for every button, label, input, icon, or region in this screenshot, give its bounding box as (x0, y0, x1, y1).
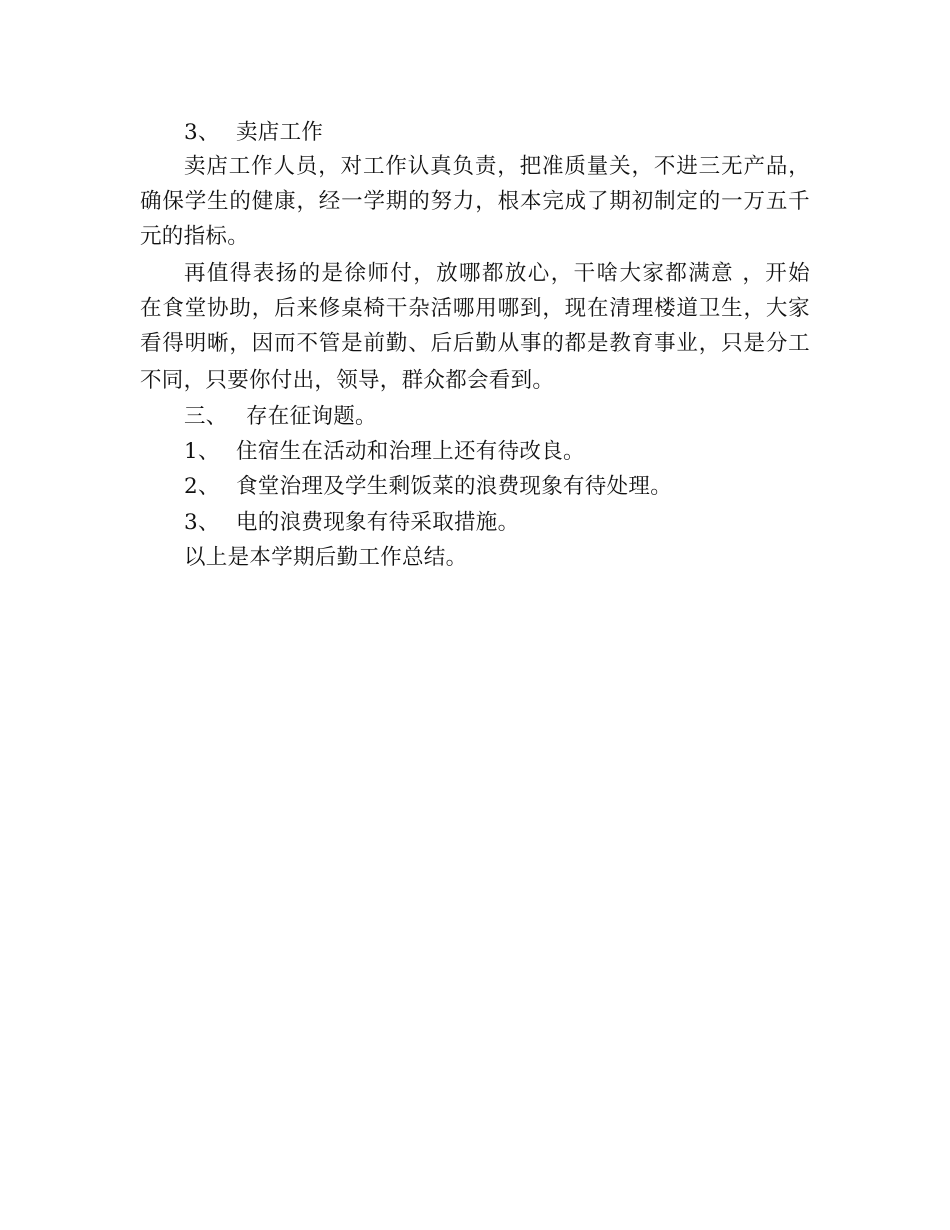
section-heading-issues (184, 400, 810, 434)
paragraph-line: 在食堂协助，后来修桌椅干杂活哪用哪到，现在清理楼道卫生，大家 (140, 296, 810, 321)
closing-line: 以上是本学期后勤工作总结。 (184, 545, 468, 570)
paragraph-line: 看得明晰，因而不管是前勤、后后勤从事的都是教育事业，只是分工 (140, 331, 810, 356)
section-number: 3、 (184, 120, 220, 145)
paragraph-line: 不同，只要你付出，领导，群众都会看到。 (140, 368, 555, 393)
paragraph-line: 元的指标。 (140, 224, 250, 249)
paragraph-line: 确保学生的健康，经一学期的努力，根本完成了期初制定的一万五千 (140, 189, 810, 214)
list-item (184, 470, 810, 504)
section-number: 三、 (184, 404, 228, 429)
list-item-number: 1、 (184, 439, 220, 464)
list-item (184, 506, 810, 540)
section-title: 卖店工作 (236, 120, 324, 145)
paragraph-line: 再值得表扬的是徐师付，放哪都放心，干啥大家都满意 ，开始 (184, 261, 810, 286)
section-heading-shop (184, 116, 810, 150)
list-item-text: 食堂治理及学生剩饭菜的浪费现象有待处理。 (236, 474, 673, 499)
list-item (184, 435, 810, 469)
section-title: 存在征询题。 (246, 404, 377, 429)
paragraph-line: 卖店工作人员，对工作认真负责，把准质量关，不进三无产品， (184, 154, 810, 179)
list-item-text: 电的浪费现象有待采取措施。 (236, 510, 520, 535)
list-item-number: 2、 (184, 474, 220, 499)
list-item-number: 3、 (184, 510, 220, 535)
list-item-text: 住宿生在活动和治理上还有待改良。 (236, 439, 585, 464)
